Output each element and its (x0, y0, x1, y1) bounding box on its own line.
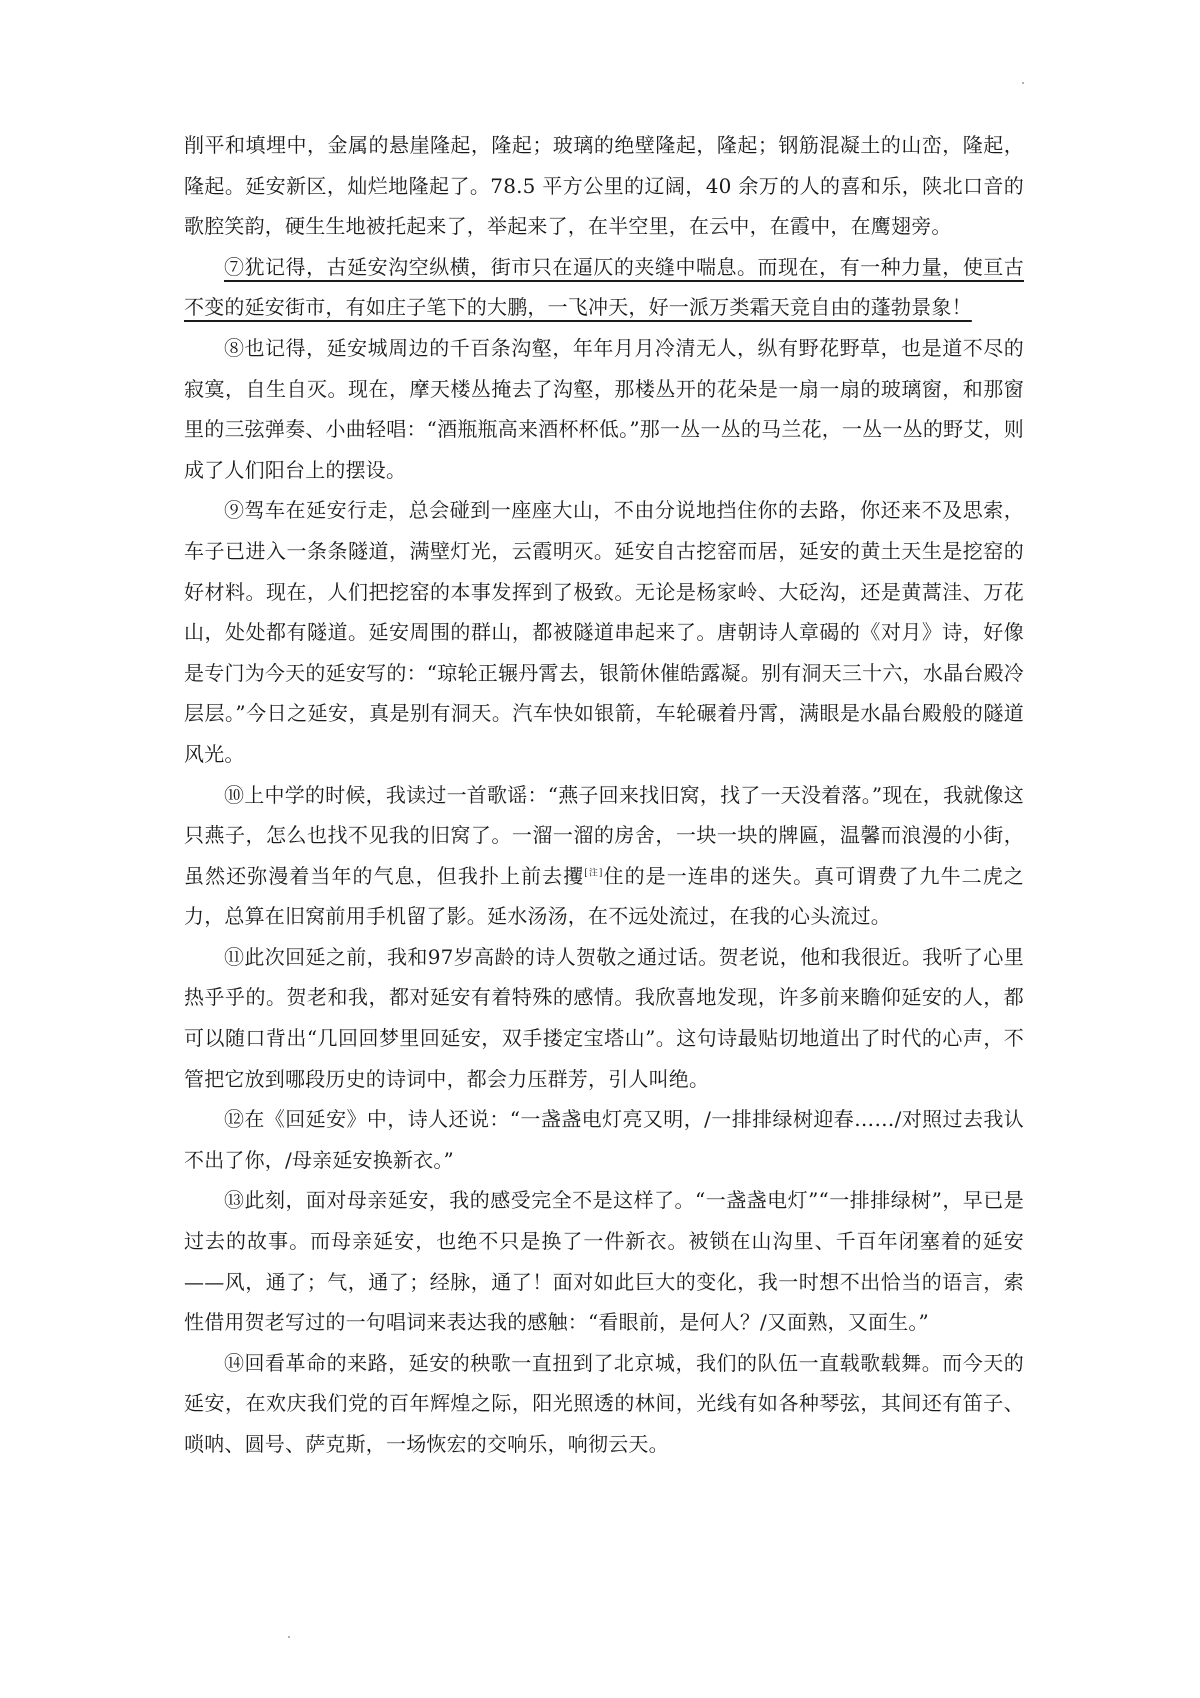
paragraph-10-part-b: 住的是一连串的迷失。真可谓费了九牛二虎之力，总算在旧窝前用手机留了影。延水汤汤，在不远处流过，在我的心头流过。 (184, 863, 1024, 929)
scan-speck (288, 1636, 290, 1638)
paragraph-11: ⑪此次回延之前，我和97岁高龄的诗人贺敬之通过话。贺老说，他和我很近。我听了心里热乎乎的。贺老和我，都对延安有着特殊的感情。我欣喜地发现，许多前来瞻仰延安的人，都可以随口背出“几回回梦里回延安，双手搂定宝塔山”。这句诗最贴切地道出了时代的心声，不管把它放到哪段历史的诗词中，都会力压群芳，引人叫绝。 (184, 944, 1024, 1091)
annotation-marker: [注] (584, 868, 603, 879)
paragraph-7: ⑦犹记得，古延安沟空纵横，街市只在逼仄的夹缝中喘息。而现在，有一种力量，使亘古不变的延安街市，有如庄子笔下的大鹏，一飞冲天，好一派万类霜天竞自由的蓬勃景象！ (184, 254, 1024, 320)
paragraph-9: ⑨驾车在延安行走，总会碰到一座座大山，不由分说地挡住你的去路，你还来不及思索，车子已进入一条条隧道，满壁灯光，云霞明灭。延安自古挖窑而居，延安的黄土天生是挖窑的好材料。现在，人们把挖窑的本事发挥到了极致。无论是杨家岭、大砭沟，还是黄蒿洼、万花山，处处都有隧道。延安周围的群山，都被隧道串起来了。唐朝诗人章碣的《对月》诗，好像是专门为今天的延安写的：“琼轮正辗丹霄去，银箭休催皓露凝。别有洞天三十六，水晶台殿冷层层。”今日之延安，真是别有洞天。汽车快如银箭，车轮碾着丹霄，满眼是水晶台殿般的隧道风光。 (184, 498, 1024, 766)
paragraph-10 (184, 775, 1024, 937)
paragraph-10-part-a: ⑩上中学的时候，我读过一首歌谣：“燕子回来找旧窝，找了一天没着落。”现在，我就像这只燕子，怎么也找不见我的旧窝了。一溜一溜的房舍，一块一块的牌匾，温馨而浪漫的小街，虽然还弥漫着当年的气息，但我扑上前去攫 (184, 782, 1024, 888)
paragraph-13: ⑬此刻，面对母亲延安，我的感受完全不是这样了。“一盏盏电灯”“一排排绿树”，早已是过去的故事。而母亲延安，也绝不只是换了一件新衣。被锁在山沟里、千百年闭塞着的延安——风，通了；气，通了；经脉，通了！面对如此巨大的变化，我一时想不出恰当的语言，索性借用贺老写过的一句唱词来表达我的感触：“看眼前，是何人？/又面熟，又面生。” (184, 1188, 1024, 1335)
paragraph-6-continued: 削平和填埋中，金属的悬崖隆起，隆起；玻璃的绝壁隆起，隆起；钢筋混凝土的山峦，隆起，隆起。延安新区，灿烂地隆起了。78.5 平方公里的辽阔，40 余万的人的喜和乐，陕北口音的歌腔笑韵，硬生生地被托起来了，举起来了，在半空里，在云中，在霞中，在鹰翅旁。 (184, 133, 1024, 239)
paragraph-8: ⑧也记得，延安城周边的千百条沟壑，年年月月冷清无人，纵有野花野草，也是道不尽的寂寞，自生自灭。现在，摩天楼丛掩去了沟壑，那楼丛开的花朵是一扇一扇的玻璃窗，和那窗里的三弦弹奏、小曲轻唱：“酒瓶瓶高来酒杯杯低。”那一丛一丛的马兰花，一丛一丛的野艾，则成了人们阳台上的摆设。 (184, 335, 1024, 482)
scan-speck (1022, 82, 1024, 84)
paragraph-12: ⑫在《回延安》中，诗人还说：“一盏盏电灯亮又明，/一排排绿树迎春……/对照过去我认不出了你，/母亲延安换新衣。” (184, 1107, 1024, 1172)
paragraph-14: ⑭回看革命的来路，延安的秧歌一直扭到了北京城，我们的队伍一直载歌载舞。而今天的延安，在欢庆我们党的百年辉煌之际，阳光照透的林间，光线有如各种琴弦，其间还有笛子、唢呐、圆号、萨克斯，一场恢宏的交响乐，响彻云天。 (184, 1350, 1024, 1456)
article-body (184, 125, 1024, 1465)
